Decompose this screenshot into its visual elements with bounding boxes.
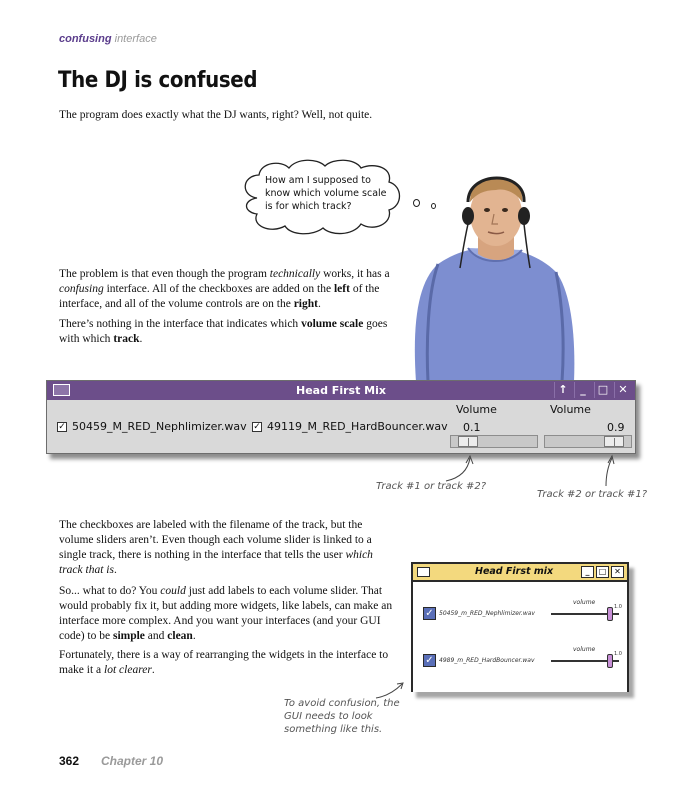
para3-text-b: . xyxy=(113,564,117,576)
sketch-maximize-icon: □ xyxy=(596,566,609,578)
para1-bold-right: right xyxy=(293,298,318,310)
para4-text-a: So... what to do? You xyxy=(59,585,161,597)
paragraph-fortunately xyxy=(59,648,394,678)
para2-bold-volume-scale: volume scale xyxy=(301,318,364,330)
para4-bold-simple: simple xyxy=(112,630,145,642)
para5-em-lot-clearer: lot clearer xyxy=(104,664,152,676)
window-raise-button[interactable]: ↑ xyxy=(554,382,571,398)
sketch-menu-icon xyxy=(417,567,430,577)
para1-text-a: The problem is that even though the program xyxy=(59,268,270,280)
sketch-file2: 4989_m_RED_HardBouncer.wav xyxy=(439,657,535,664)
annotation-track2-or-1: Track #2 or track #1? xyxy=(537,489,648,500)
para4-em-could: could xyxy=(160,585,186,597)
para2-bold-track: track xyxy=(113,333,140,345)
para1-text-c: interface. All of the checkboxes are added on the xyxy=(103,283,334,295)
para3-text-a: The checkboxes are labeled with the filename of the track, but the volume sliders aren’t. Even though each volume slider is linked to a single track, there is nothing in the interface that tells the user xyxy=(59,519,372,561)
volume2-label: Volume xyxy=(550,403,591,416)
sketch-title: Head First mix xyxy=(475,566,554,577)
sketch-titlebar xyxy=(413,564,627,582)
para1-em-technically: technically xyxy=(269,268,321,280)
checkbox-check-icon[interactable]: ✓ xyxy=(58,421,66,432)
volume1-value: 0.1 xyxy=(463,421,481,434)
para5-text-b: . xyxy=(151,664,155,676)
window-maximize-button[interactable]: □ xyxy=(594,382,611,398)
checkbox-track1-label: 50459_M_RED_Nephlimizer.wav xyxy=(72,420,247,433)
para1-bold-left: left xyxy=(333,283,350,295)
volume2-value: 0.9 xyxy=(607,421,625,434)
para4-text-d: . xyxy=(192,630,196,642)
para5-text-a: Fortunately, there is a way of rearranging the widgets in the interface to make it a xyxy=(59,649,389,676)
volume1-label: Volume xyxy=(456,403,497,416)
para4-text-c: and xyxy=(144,630,168,642)
sketch-minimize-icon: _ xyxy=(581,566,594,578)
sketch-volume2-label: volume xyxy=(573,646,596,653)
window-title: Head First Mix xyxy=(296,384,386,397)
paragraph-what-to-do xyxy=(59,584,394,644)
para2-text-a: There’s nothing in the interface that indicates which xyxy=(59,318,302,330)
sketch-controls xyxy=(581,566,624,578)
intro-text: The program does exactly what the DJ wants, right? Well, not quite. xyxy=(59,109,373,121)
sketch-check-icon: ✓ xyxy=(423,654,436,667)
sketch-max1: 1.0 xyxy=(614,604,622,610)
para2-text-c: . xyxy=(139,333,143,345)
sketch-slider1-thumb xyxy=(607,607,613,621)
sketch-max2: 1.0 xyxy=(614,651,622,657)
header-word-interface: interface xyxy=(114,33,157,45)
sketch-close-icon: ✕ xyxy=(611,566,624,578)
para4-text-b: just add labels to each volume slider. That would probably fix it, but adding more widgets, like labels, can make an interface more complex. And you want your interfaces (and your GUI code) to be xyxy=(59,585,393,642)
para1-text-b: works, it has a xyxy=(320,268,390,280)
header-word-confusing: confusing xyxy=(59,33,112,45)
sketch-volume1-label: volume xyxy=(573,599,596,606)
annotation-track1-or-2: Track #1 or track #2? xyxy=(376,481,487,492)
para1-em-confusing: confusing xyxy=(59,283,104,295)
window-close-button[interactable]: ✕ xyxy=(614,382,631,398)
page-title: The DJ is confused xyxy=(58,68,258,93)
sketch-window xyxy=(411,562,629,692)
chapter-label: Chapter 10 xyxy=(101,754,164,768)
para2-text-b: goes with which xyxy=(59,318,388,345)
paragraph-checkboxes xyxy=(59,518,394,578)
checkbox-track2-label: 49119_M_RED_HardBouncer.wav xyxy=(267,420,448,433)
sketch-body xyxy=(413,582,627,692)
page-number: 362 xyxy=(59,754,80,768)
para1-text-e: . xyxy=(317,298,321,310)
para1-text-d: of the interface, and all of the volume controls are on the xyxy=(59,283,380,310)
sketch-file1: 50459_m_RED_Nephlimizer.wav xyxy=(439,610,535,617)
arrow-sketch-note xyxy=(376,684,402,698)
sketch-check-icon: ✓ xyxy=(423,607,436,620)
annotation-sketch-note: To avoid confusion, the GUI needs to look something like this. xyxy=(284,698,400,735)
para3-em-which-track: which track that is xyxy=(59,549,373,576)
sketch-slider2-thumb xyxy=(607,654,613,668)
window-minimize-button[interactable]: _ xyxy=(574,382,591,398)
checkbox-check-icon[interactable]: ✓ xyxy=(253,421,261,432)
thought-text: How am I supposed to know which volume scale is for which track? xyxy=(265,175,387,212)
para4-bold-clean: clean xyxy=(167,630,193,642)
